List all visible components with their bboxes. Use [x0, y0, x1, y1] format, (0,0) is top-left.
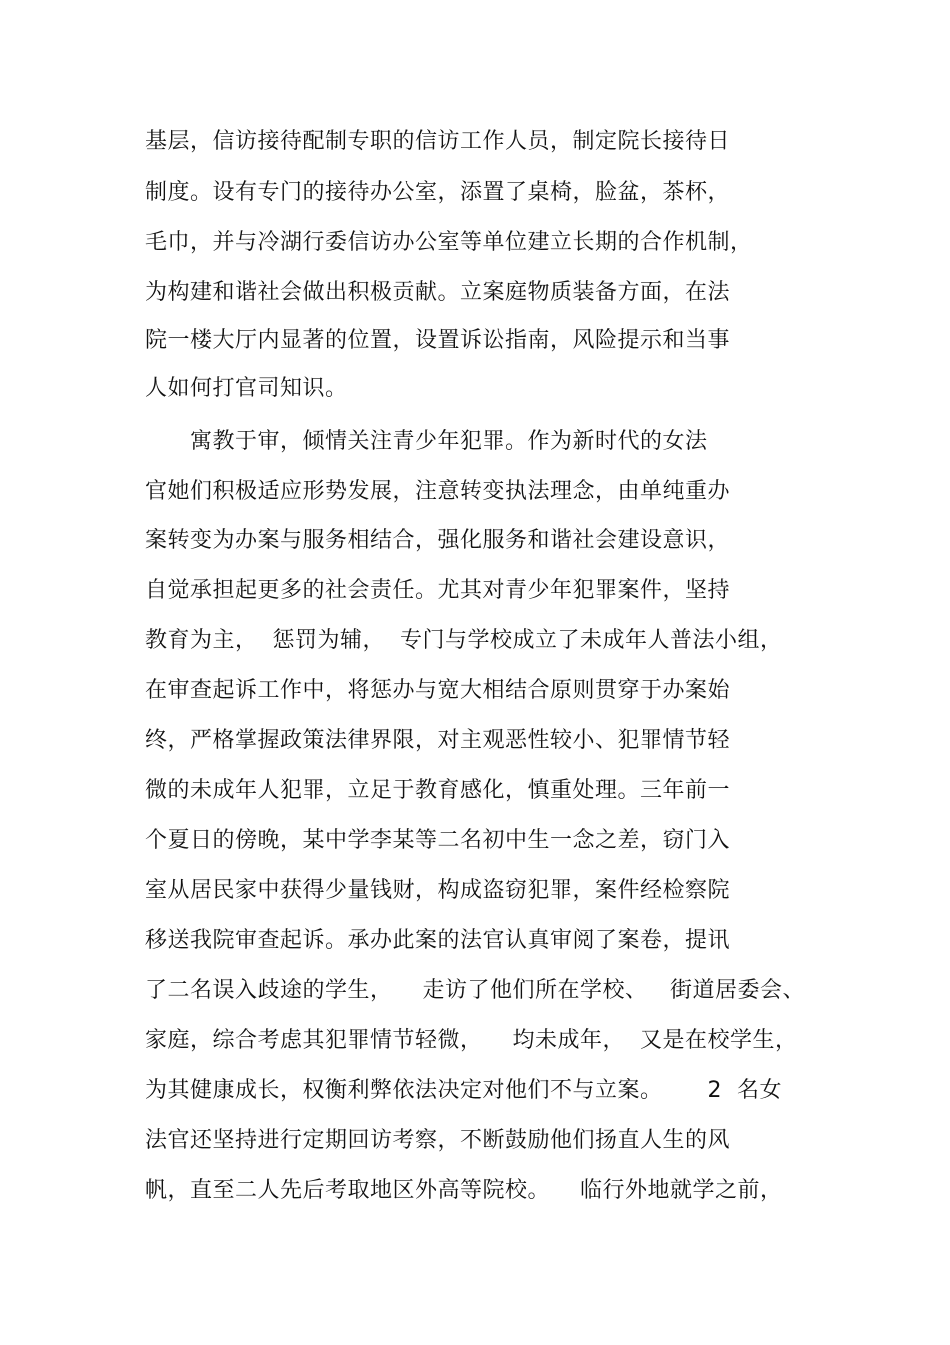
text-line: 寓教于审，倾情关注青少年犯罪。作为新时代的女法	[145, 429, 708, 454]
text-line: 基层，信访接待配制专职的信访工作人员，制定院长接待日	[145, 129, 731, 154]
text-line: 微的未成年人犯罪，立足于教育感化，慎重处理。三年前一	[145, 778, 731, 803]
text-line: 院一楼大厅内显著的位置，设置诉讼指南，风险提示和当事	[145, 328, 731, 353]
text-line: 室从居民家中获得少量钱财，构成盗窃犯罪，案件经检察院	[145, 878, 731, 903]
text-line: 终，严格掌握政策法律界限，对主观恶性较小、犯罪情节轻	[145, 728, 731, 753]
text-line: 在审查起诉工作中，将惩办与宽大相结合原则贯穿于办案始	[145, 678, 731, 703]
text-line: 帆，直至二人先后考取地区外高等院校。 临行外地就学之前，	[145, 1178, 783, 1203]
text-line: 案转变为办案与服务相结合，强化服务和谐社会建设意识，	[145, 528, 731, 553]
text-line: 人如何打官司知识。	[145, 376, 348, 401]
text-line: 官她们积极适应形势发展，注意转变执法理念，由单纯重办	[145, 479, 731, 504]
text-line: 为构建和谐社会做出积极贡献。立案庭物质装备方面，在法	[145, 280, 731, 305]
text-line: 自觉承担起更多的社会责任。尤其对青少年犯罪案件，坚持	[145, 578, 731, 603]
text-line: 家庭，综合考虑其犯罪情节轻微， 均未成年， 又是在校学生，	[145, 1028, 798, 1053]
text-line: 为其健康成长，权衡利弊依法决定对他们不与立案。 2 名女	[145, 1078, 782, 1103]
text-line: 了二名误入歧途的学生， 走访了他们所在学校、 街道居委会、	[145, 978, 805, 1003]
text-line: 法官还坚持进行定期回访考察，不断鼓励他们扬直人生的风	[145, 1128, 731, 1153]
text-line: 教育为主， 惩罚为辅， 专门与学校成立了未成年人普法小组，	[145, 628, 783, 653]
text-line: 毛巾，并与冷湖行委信访办公室等单位建立长期的合作机制，	[145, 230, 753, 255]
text-line: 移送我院审查起诉。承办此案的法官认真审阅了案卷，提讯	[145, 928, 731, 953]
text-line: 个夏日的傍晚，某中学李某等二名初中生一念之差，窃门入	[145, 828, 731, 853]
text-line: 制度。设有专门的接待办公室，添置了桌椅，脸盆，茶杯，	[145, 180, 731, 205]
